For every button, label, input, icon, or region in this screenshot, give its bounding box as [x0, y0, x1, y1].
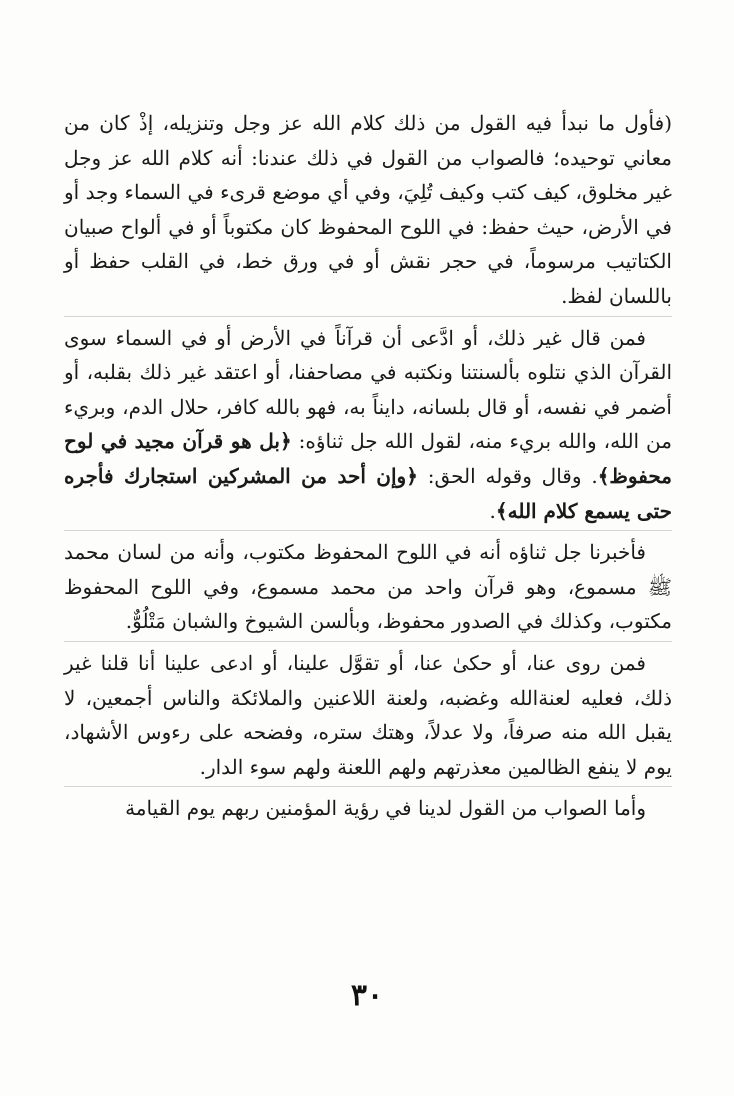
paragraph-2-text-c: . — [489, 498, 496, 523]
paragraph-5-text: وأما الصواب من القول لدينا في رؤية المؤمنين ربهم يوم القيامة — [125, 796, 646, 821]
page-number: ٣٠ — [350, 978, 384, 1013]
quran-quote-1: ﴿بل هو قرآن مجيد في لوح محفوظ﴾ — [64, 429, 672, 488]
paragraph-divider — [64, 641, 672, 642]
paragraph-divider — [64, 316, 672, 317]
paragraph-2-text-b: . وقال وقوله الحق: — [417, 463, 598, 488]
paragraph-4-text: فمن روى عنا، أو حكىٰ عنا، أو تقوَّل علينا، أو ادعى علينا أنا قلنا غير ذلك، فعليه لعنةالله وغضبه، ولعنة اللاعنين والملائكة والناس أجمعين، لا يقبل الله منه صرفاً، ولا عدلاً، وهتك ستره، وفضحه على رءوس الأشهاد، يوم لا ينفع الظالمين معذرتهم ولهم اللعنة ولهم سوء الدار. — [64, 650, 672, 779]
paragraph-divider — [64, 530, 672, 531]
paragraph-1-text: (فأول ما نبدأ فيه القول من ذلك كلام الله عز وجل وتنزيله، إذْ كان من معاني توحيده؛ فالصواب من القول في ذلك عندنا: أنه كلام الله عز وجل غير مخلوق، كيف كتب وكيف تُلِيَ، وفي أي موضع قرىء في السماء وجد أو في الأرض، حيث حفظ: في اللوح المحفوظ كان مكتوباً أو في ألواح صبيان الكتاتيب مرسوماً، في حجر نقش أو في ورق خط، في القلب حفظ أو باللسان لفظ. — [64, 111, 672, 308]
body-text — [64, 106, 672, 826]
paragraph-3 — [64, 535, 672, 639]
quran-quote-2: ﴿وإن أحد من المشركين استجارك فأجره حتى يسمع كلام الله﴾ — [64, 463, 672, 523]
paragraph-2 — [64, 321, 672, 529]
paragraph-divider — [64, 786, 672, 787]
paragraph-4 — [64, 646, 672, 784]
paragraph-5 — [64, 791, 672, 826]
paragraph-2-text-a: فمن قال غير ذلك، أو ادَّعى أن قرآناً في الأرض أو في السماء سوى القرآن الذي نتلوه بألسنتنا ونكتبه في مصاحفنا، أو اعتقد غير ذلك بقلبه، أو أضمر في نفسه، أو قال بلسانه، دايناً به، فهو بالله كافر، حلال الدم، وبريء من الله، والله بريء منه، لقول الله جل ثناؤه: — [64, 325, 672, 454]
paragraph-1 — [64, 106, 672, 314]
paragraph-3-text: فأخبرنا جل ثناؤه أنه في اللوح المحفوظ مكتوب، وأنه من لسان محمد ﷺ مسموع، وهو قرآن واحد من محمد مسموع، وفي اللوح المحفوظ مكتوب، وكذلك في الصدور محفوظ، وبألسن الشيوخ والشبان مَتْلُوٌّ. — [64, 540, 672, 634]
